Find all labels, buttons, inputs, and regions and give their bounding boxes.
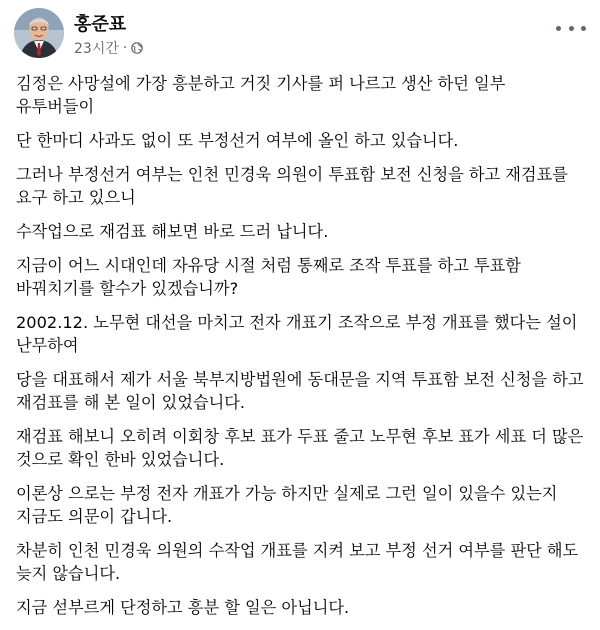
post-paragraph: 당을 대표해서 제가 서울 북부지방법원에 동대문을 지역 투표함 보전 신청을 하고 재검표를 해 본 일이 있었습니다. bbox=[16, 370, 584, 412]
post-paragraph: 2002.12. 노무현 대선을 마치고 전자 개표기 조작으로 부정 개표를 했다는 설이 난무하여 bbox=[16, 313, 578, 355]
post-paragraph: 재검표 해보니 오히려 이회창 후보 표가 두표 줄고 노무현 후보 표가 세표 더 많은 것으로 확인 한바 있었습니다. bbox=[16, 427, 584, 469]
more-options-icon[interactable] bbox=[556, 20, 586, 36]
author-name[interactable]: 홍준표 bbox=[74, 14, 127, 35]
post-paragraph: 이론상 으로는 부정 전자 개표가 가능 하지만 실제로 그런 일이 있을수 있는지 지금도 의문이 갑니다. bbox=[16, 484, 558, 526]
post-paragraph: 지금 섣부르게 단정하고 흥분 할 일은 아닙니다. bbox=[16, 598, 350, 617]
post-paragraph: 단 한마디 사과도 없이 또 부정선거 여부에 올인 하고 있습니다. bbox=[16, 131, 459, 150]
author-avatar[interactable] bbox=[14, 8, 64, 58]
post-paragraph: 김정은 사망설에 가장 흥분하고 거짓 기사를 퍼 나르고 생산 하던 일부 유투버들이 bbox=[16, 74, 506, 116]
more-dot bbox=[556, 26, 561, 31]
post-paragraph: 그러나 부정선거 여부는 인천 민경욱 의원이 투표함 보전 신청을 하고 재검표를 요구 하고 있으니 bbox=[16, 165, 568, 207]
post-body bbox=[16, 72, 584, 630]
meta-separator: · bbox=[122, 40, 128, 56]
post-meta bbox=[74, 38, 143, 58]
post-header bbox=[14, 8, 586, 60]
post-paragraph: 수작업으로 재검표 해보면 바로 드러 납니다. bbox=[16, 222, 329, 241]
post-paragraph: 차분히 인천 민경욱 의원의 수작업 개표를 지켜 보고 부정 선거 여부를 판단 해도 늦지 않습니다. bbox=[16, 541, 579, 583]
more-dot bbox=[581, 26, 586, 31]
post-paragraph: 지금이 어느 시대인데 자유당 시절 처럼 통째로 조작 투표를 하고 투표함 바꿔치기를 할수가 있겠습니까? bbox=[16, 256, 521, 298]
post-time[interactable]: 23시간 bbox=[74, 41, 119, 57]
more-dot bbox=[569, 26, 574, 31]
avatar-photo bbox=[14, 8, 64, 58]
globe-icon[interactable] bbox=[131, 42, 143, 54]
